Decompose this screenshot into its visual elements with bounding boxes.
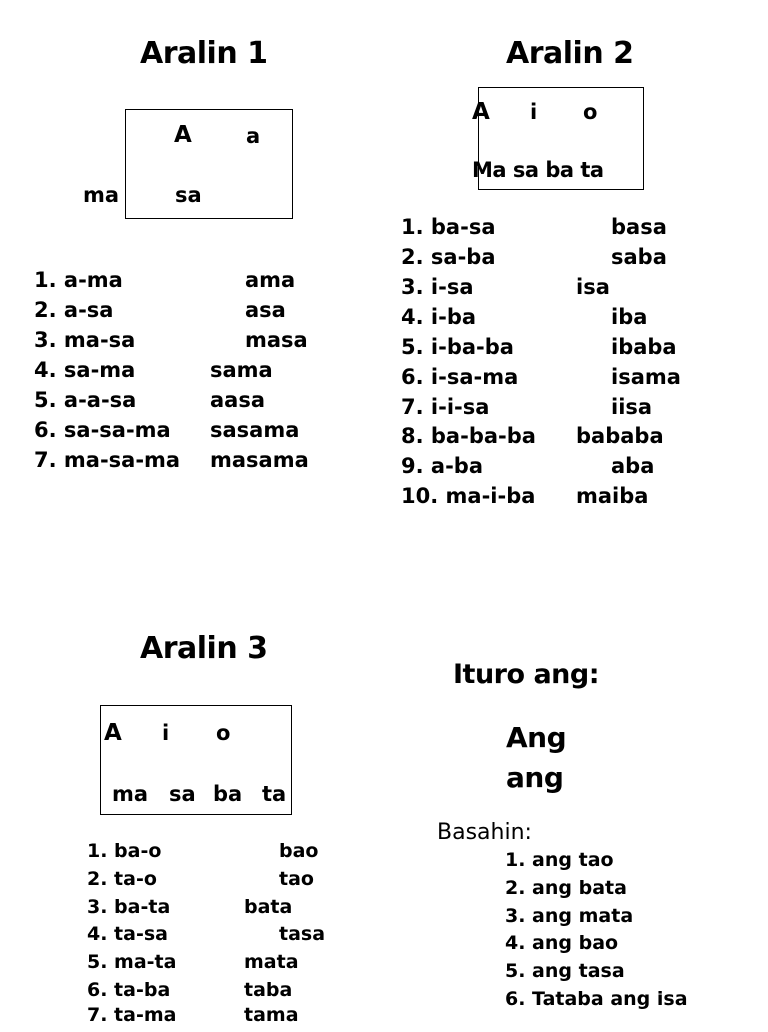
list-item: 4. i-ba iba — [401, 305, 648, 329]
list-item: 6. i-sa-ma isama — [401, 365, 681, 389]
list-item: 1. ba-sa basa — [401, 215, 667, 239]
list-item: 5. a-a-sa aasa — [34, 388, 266, 412]
list-item: 6. ta-ba taba — [87, 979, 293, 1001]
list-item: 3. ma-sa masa — [34, 328, 308, 352]
aralin-2-vowel-i: i — [530, 100, 538, 124]
list-item: 7. i-i-sa iisa — [401, 395, 653, 419]
list-item: 8. ba-ba-ba bababa — [401, 424, 664, 448]
aralin-2-syllables: Ma sa ba ta — [472, 158, 604, 182]
aralin-3-vowel-o: o — [216, 721, 231, 745]
list-item: 6. sa-sa-ma sasama — [34, 418, 300, 442]
aralin-1-title: Aralin 1 — [140, 36, 268, 71]
list-item: 6. Tataba ang isa — [505, 988, 688, 1010]
list-item: 7. ma-sa-ma masama — [34, 448, 309, 472]
list-item: 4. ang bao — [505, 932, 619, 954]
list-item: 4. sa-ma sama — [34, 358, 273, 382]
list-item: 5. i-ba-ba ibaba — [401, 335, 677, 359]
list-item: 9. a-ba aba — [401, 454, 655, 478]
list-item: 4. ta-sa tasa — [87, 923, 326, 945]
aralin-1-letter-box — [125, 109, 293, 219]
aralin-2-title: Aralin 2 — [506, 36, 634, 71]
aralin-3-syllable-sa: sa — [169, 782, 196, 806]
aralin-3-syllable-ma: ma — [112, 782, 149, 806]
list-item: 3. i-sa isa — [401, 275, 610, 299]
list-item: 2. sa-ba saba — [401, 245, 667, 269]
list-item: 2. a-sa asa — [34, 298, 286, 322]
list-item: 3. ba-ta bata — [87, 896, 293, 918]
aralin-3-vowel-a: A — [104, 720, 122, 746]
aralin-2-vowel-o: o — [583, 100, 598, 124]
list-item: 3. ang mata — [505, 905, 634, 927]
ituro-word-upper: Ang — [506, 721, 567, 754]
ituro-word-lower: ang — [506, 761, 564, 794]
aralin-1-syllable: sa — [175, 183, 202, 207]
aralin-1-letter-upper: A — [174, 122, 192, 148]
list-item: 5. ang tasa — [505, 960, 625, 982]
ituro-heading: Ituro ang: — [453, 659, 600, 690]
aralin-3-vowel-i: i — [162, 721, 170, 745]
list-item: 5. ma-ta mata — [87, 951, 299, 973]
basahin-label: Basahin: — [437, 820, 532, 845]
aralin-3-syllable-ta: ta — [262, 782, 287, 806]
list-item: 10. ma-i-ba maiba — [401, 484, 649, 508]
list-item: 2. ta-o tao — [87, 868, 314, 890]
aralin-3-syllable-ba: ba — [213, 782, 243, 806]
aralin-3-title: Aralin 3 — [140, 631, 268, 666]
list-item: 7. ta-ma tama — [87, 1004, 299, 1026]
aralin-2-vowel-a: A — [472, 99, 490, 125]
list-item: 1. ba-o bao — [87, 840, 319, 862]
list-item: 2. ang bata — [505, 877, 627, 899]
list-item: 1. ang tao — [505, 849, 614, 871]
aralin-1-letter-lower: a — [246, 124, 261, 148]
list-item: 1. a-ma ama — [34, 268, 296, 292]
aralin-1-syllable-left: ma — [83, 183, 120, 207]
